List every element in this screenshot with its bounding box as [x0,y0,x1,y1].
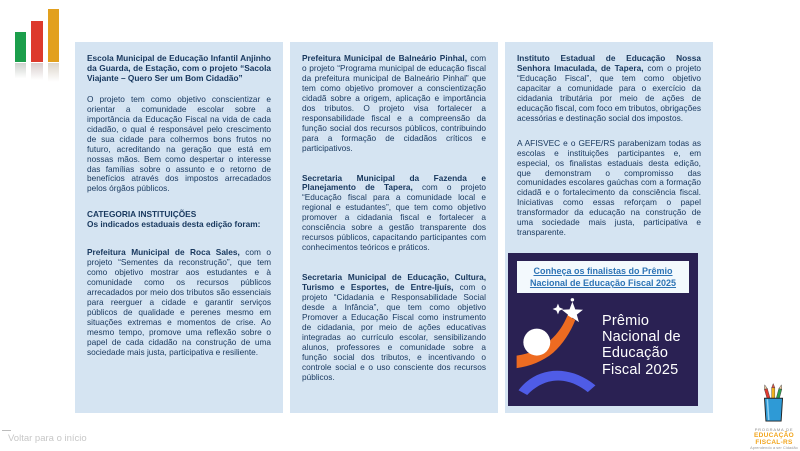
project-instituto-imaculada [517,54,701,124]
column-1 [75,42,283,413]
column-2 [290,42,498,413]
program-logo-line-2: EDUCAÇÃO [754,431,794,439]
premio-logo-text [602,313,681,379]
bar-chart-logo [15,9,75,89]
back-to-start-link[interactable]: Voltar para o início [8,433,87,444]
project-balneario-pinhal [302,54,486,154]
program-logo [750,383,798,451]
column-3 [505,42,713,413]
green-bar-icon [15,32,26,62]
project-entre-ijuis [302,273,486,382]
category-title: CATEGORIA INSTITUIÇÕES [87,209,197,220]
bar-reflection [48,63,59,85]
org-name-instituto-imaculada: Instituto Estadual de Educação Nossa Senhora Imaculada, de Tapera, [517,53,701,73]
premio-line-2: Nacional de [602,329,681,346]
project-fazenda-tapera [302,174,486,254]
yellow-bar-icon [48,9,59,62]
program-logo-line-4: Aprendendo a ser Cidadão [750,446,798,451]
bar-reflection [31,63,43,83]
org-name-balneario-pinhal: Prefeitura Municipal de Balneário Pinhal, [302,53,467,63]
bar-reflection [15,63,26,81]
project-entre-ijuis-text: com o projeto “Cidadania e Responsabilidade Social desde a Infância”, que tem como objetivo Promover a Educação Fiscal como instrumento de cidadania, por meio de ações educativas integradas ao currículo escolar, sensibilizando alunos, professores e comunidade sobre a função social dos tributos, e incentivando o controle social e o uso consciente dos recursos públicos. [302,282,486,382]
congratulations-paragraph: A AFISVEC e o GEFE/RS parabenizam todas as escolas e instituições participantes e, em especial, os finalistas estaduais desta edição, que demonstram o compromisso das comunidades escolares gaúchas com a formação cidadã e o fortalecimento da consciência fiscal. Iniciativas como essas reforçam o papel transformador da educação na construção de uma sociedade mais justa, participativa e transparente. [517,137,701,238]
school-anjinho-heading: Escola Municipal de Educação Infantil Anjinho da Guarda, de Estação, com o projeto “Sacola Viajante – Quero Ser um Bom Cidadão” [87,53,271,83]
category-subtitle: Os indicados estaduais desta edição foram: [87,219,261,230]
award-box [508,253,698,406]
school-anjinho-description: O projeto tem como objetivo conscientizar e orientar a comunidade escolar sobre a importância da Educação Fiscal na vida de cada cidadão, o qual é responsável pelo crescimento de sua cidade para colhermos bons frutos no futuro, acreditando na geração que está em nossas mãos. Bem como despertar o interesse das famílias sobre o assunto e o retorno de benefícios através dos impostos arrecadados pelos órgãos públicos. [87,93,271,194]
premio-nacional-logo [508,295,698,395]
premio-line-3: Educação [602,345,669,362]
org-name-roca-sales: Prefeitura Municipal de Roca Sales, [87,247,240,258]
star-person-figure-icon [514,295,600,395]
project-roca-sales [87,248,271,357]
dash-decoration [2,430,11,431]
project-instituto-imaculada-text: com o projeto “Educação Fiscal”, que tem como objetivo capacitar a comunidade para o exercício da cidadania tributária por meio de ações de educação fiscal, com foco em tributos, obrigações acessórias e destinação social dos impostos. [517,62,702,123]
project-balneario-pinhal-text: com o projeto “Programa municipal de educação fiscal da prefeitura municipal de Balneário Pinhal” que tem como objetivo promover a conscientização cidadã sobre a origem, aplicação e importância dos tributos. O projeto visa fortalecer a responsabilidade fiscal e a compreensão da função social dos recursos públicos, contribuindo para a formação de cidadãos críticos e participativos. [302,53,487,153]
org-name-fazenda-tapera: Secretaria Municipal da Fazenda e Planejamento de Tapera, [302,172,486,193]
org-name-entre-ijuis: Secretaria Municipal de Educação, Cultura, Turismo e Esportes, de Entre-Ijuís, [302,272,486,293]
project-roca-sales-text: com o projeto “Sementes da reconstrução”, que tem como objetivo mostrar aos estudantes e à comunidade como os recursos públicos arrecadados por meio dos tributos são essenciais para reerguer a cidade e garantir serviços públicos de qualidade e perenes mesmo em situações extremas e momentos de crise. Ao mesmo tempo, promove uma reflexão sobre o papel de cada cidadão na construção de uma sociedade mais justa, participativa e resiliente. [87,247,271,357]
program-logo-line-1: PROGRAMA DE [754,427,794,432]
finalists-link[interactable]: Conheça os finalistas do Prêmio Nacional de Educação Fiscal 2025 [517,261,689,293]
premio-line-1: Prêmio [602,312,650,329]
project-fazenda-tapera-text: com o projeto “Educação fiscal para a comunidade local e regional e estudantes”, que tem como objetivo promover a cidadania fiscal e fortalecer a consciência sobre a gestão transparente dos recursos públicos, capacitando participantes com conhecimentos teóricos e práticos. [302,182,487,253]
premio-line-4: Fiscal 2025 [602,361,679,378]
red-bar-icon [31,21,43,62]
program-logo-line-3: FISCAL-RS [755,438,793,446]
pencil-cup-icon [755,383,793,423]
